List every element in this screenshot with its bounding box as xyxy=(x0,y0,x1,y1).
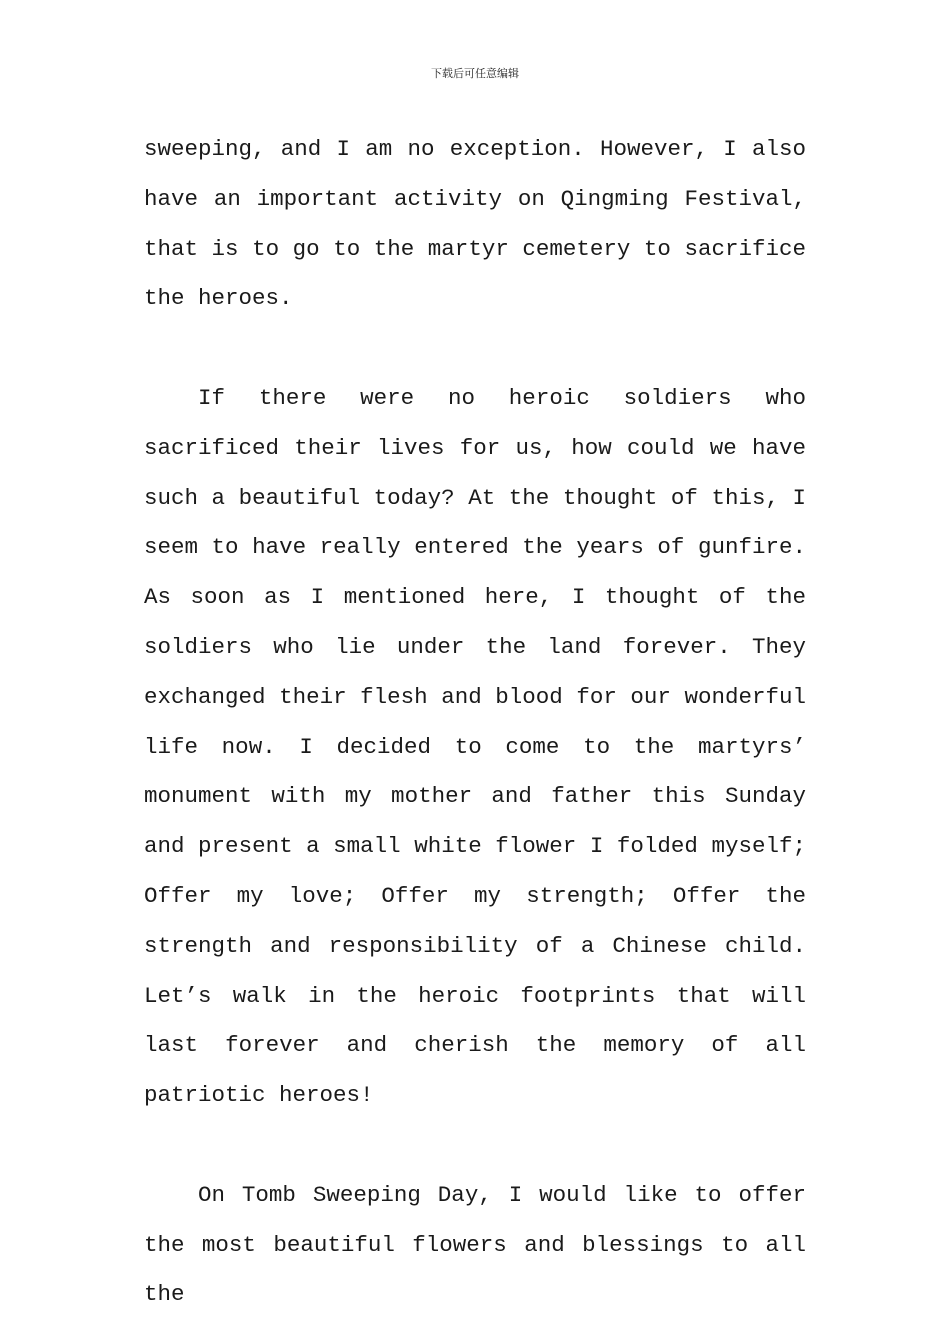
paragraph-heroic-soldiers: If there were no heroic soldiers who sacrificed their lives for us, how could we have such a beautiful today? At the thought of this, I seem to have really entered the years of gunfire. As soon as I mentioned here, I thought of the soldiers who lie under the land forever. They exchanged their flesh and blood for our wonderful life now. I decided to come to the martyrs’ monument with my mother and father this Sunday and present a small white flower I folded myself; Offer my love; Offer my strength; Offer the strength and responsibility of a Chinese child. Let’s walk in the heroic footprints that will last forever and cherish the memory of all patriotic heroes! xyxy=(144,384,806,1109)
document-body xyxy=(144,125,806,1320)
paragraph-continuation: sweeping, and I am no exception. However, I also have an important activity on Qingming Festival, that is to go to the martyr cemetery to sacrifice the heroes. xyxy=(144,136,806,312)
page-header: 下载后可任意编辑 xyxy=(431,67,519,80)
paragraph-tomb-sweeping-day: On Tomb Sweeping Day, I would like to offer the most beautiful flowers and blessings to all the xyxy=(144,1181,806,1308)
